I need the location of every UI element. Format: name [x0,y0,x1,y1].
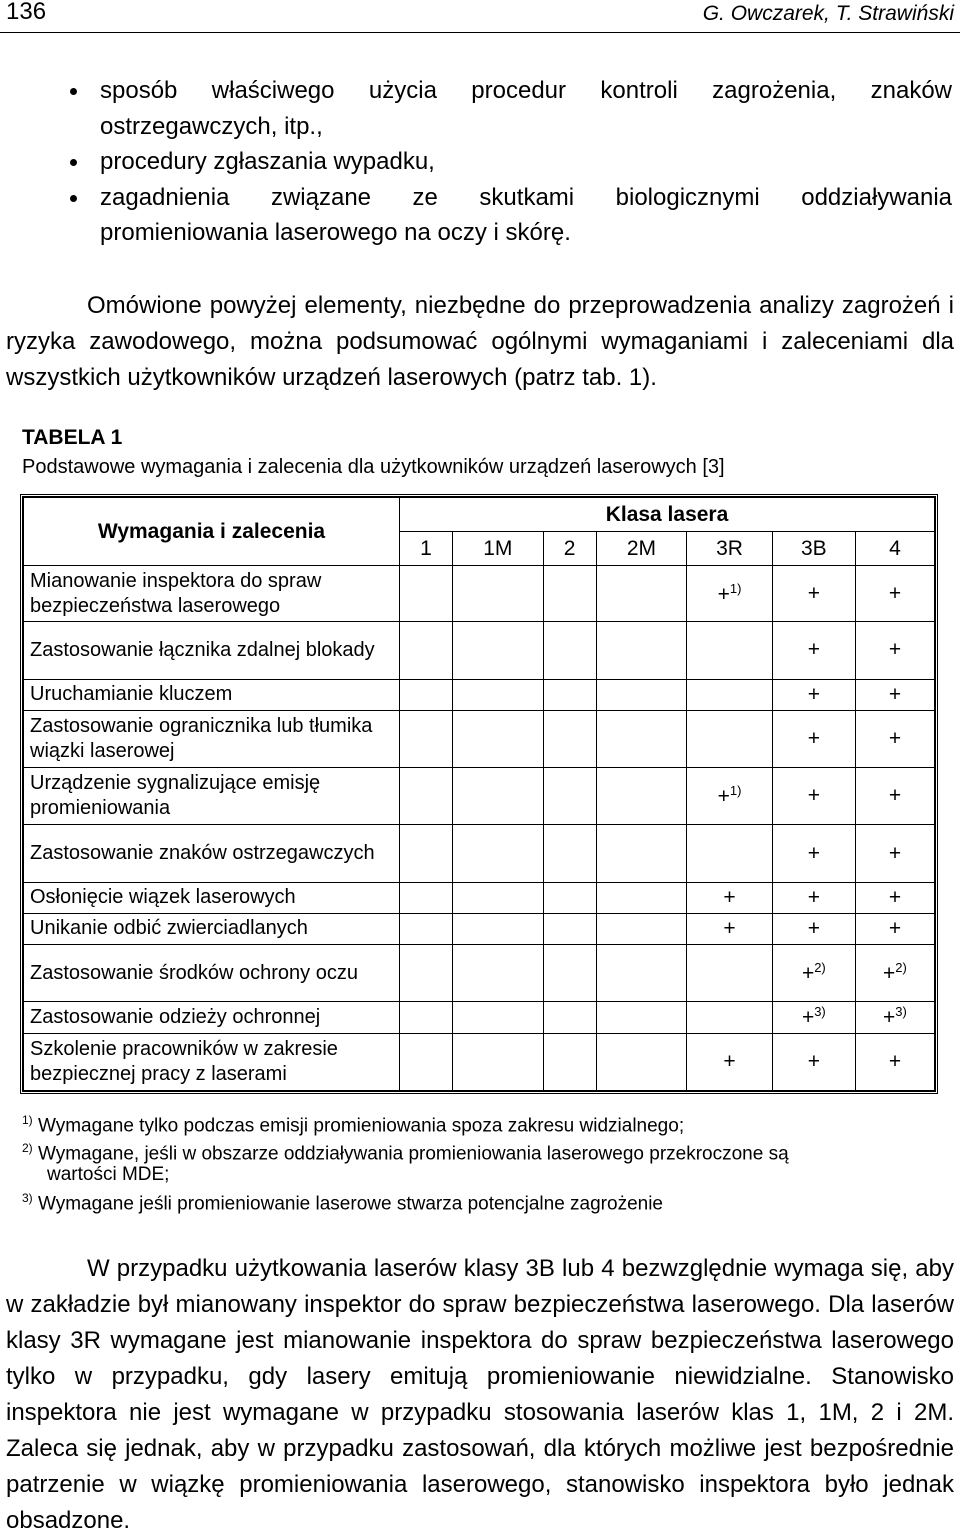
footnote-text: Wymagane, jeśli w obszarze oddziaływania promieniowania laserowego przekroczone są [37,1143,789,1165]
class-cell [543,679,596,710]
requirement-mark: + [888,682,902,706]
class-cell [400,710,453,767]
class-cell [400,825,453,882]
requirement-cell: Osłonięcie wiązek laserowych [24,882,400,913]
table-row [24,566,935,622]
footnote-text: wartości MDE; [47,1164,170,1185]
class-cell [543,1002,596,1033]
class-cell [772,945,855,1002]
table-row [24,768,935,825]
class-cell [687,566,773,622]
requirement-cell: Zastosowanie znaków ostrzegawczych [24,825,400,882]
requirement-mark: + [807,581,820,605]
footnote-ref: 1) [729,783,742,799]
requirement-mark: + [807,682,820,706]
class-cell [687,768,773,825]
requirement-cell: Zastosowanie łącznika zdalnej blokady [24,622,400,679]
class-cell [596,566,687,622]
class-cell [543,882,596,913]
requirement-mark: + [807,638,820,662]
requirement-mark: + [801,962,815,986]
class-cell [772,622,855,679]
table-row [24,913,935,944]
requirement-mark: + [807,841,820,865]
class-cell [855,1002,934,1033]
requirement-mark: + [801,1006,815,1030]
requirement-mark: + [888,916,902,940]
requirement-mark: + [723,885,736,909]
class-header: 3R [687,532,773,566]
class-cell [400,679,453,710]
class-cell [453,1002,544,1033]
requirement-mark: + [888,1049,902,1073]
class-cell [596,710,687,767]
requirement-cell: Zastosowanie ogranicznika lub tłumika wiązki laserowej [24,710,400,767]
class-cell [543,622,596,679]
requirement-mark: + [807,726,820,750]
table-row [24,825,935,882]
footnote-text: Wymagane jeśli promieniowanie laserowe stwarza potencjalne zagrożenie [37,1193,663,1215]
requirement-mark: + [888,784,902,808]
class-cell [772,882,855,913]
class-cell [772,710,855,767]
class-header: 1 [400,532,453,566]
footnote-ref: 3) [814,1004,826,1020]
class-cell [772,1033,855,1090]
table-row [24,1033,935,1090]
class-header: 2 [543,532,596,566]
class-cell [596,913,687,944]
class-cell [400,882,453,913]
requirement-cell: Mianowanie inspektora do spraw bezpieczeństwa laserowego [24,566,400,622]
class-header: 2M [596,532,687,566]
class-cell [596,945,687,1002]
class-cell [596,679,687,710]
class-cell [453,566,544,622]
footnote-mark: 1) [22,1113,33,1127]
class-cell [543,768,596,825]
requirement-mark: + [888,885,902,909]
class-cell [855,945,934,1002]
requirement-mark: + [723,1049,736,1073]
class-cell [855,1033,934,1090]
footnote-mark: 2) [22,1141,33,1155]
requirement-mark: + [807,1049,820,1073]
class-cell [596,768,687,825]
class-cell [453,825,544,882]
requirement-mark: + [807,885,820,909]
bullet-icon [70,159,77,166]
class-cell [400,945,453,1002]
class-cell [772,768,855,825]
class-cell [687,825,773,882]
class-cell [687,622,773,679]
class-cell [543,710,596,767]
class-cell [687,1033,773,1090]
class-cell [400,1033,453,1090]
footnote-mark: 3) [22,1191,33,1205]
class-cell [596,1002,687,1033]
requirement-cell: Szkolenie pracowników w zakresie bezpiecznej pracy z laserami [24,1033,400,1090]
bullet-icon [70,88,77,95]
list-item: zagadnienia związane ze skutkami biologicznymi oddziaływania promieniowania laserowego na oczy i skórę. [0,180,960,251]
requirement-mark: + [723,916,736,940]
bullet-icon [70,195,77,202]
footnote [22,1162,169,1187]
requirement-cell: Unikanie odbić zwierciadlanych [24,913,400,944]
class-cell [543,945,596,1002]
requirement-cell: Urządzenie sygnalizujące emisję promieniowania [24,768,400,825]
class-cell [543,1033,596,1090]
requirement-mark: + [888,581,902,605]
class-cell [687,1002,773,1033]
requirement-mark: + [888,841,902,865]
class-cell [453,679,544,710]
header-requirements: Wymagania i zalecenia [24,498,400,566]
class-cell [855,566,934,622]
requirement-mark: + [807,916,820,940]
list-item: procedury zgłaszania wypadku, [0,144,960,180]
class-cell [453,945,544,1002]
class-cell [596,1033,687,1090]
class-cell [855,622,934,679]
table-label: TABELA 1 [22,426,123,449]
class-cell [687,913,773,944]
class-cell [543,825,596,882]
class-cell [596,622,687,679]
class-header: 1M [453,532,544,566]
class-cell [855,913,934,944]
class-cell [453,1033,544,1090]
requirements-table [20,494,938,1094]
class-cell [400,566,453,622]
class-cell [855,882,934,913]
list-item: sposób właściwego użycia procedur kontroli zagrożenia, znaków ostrzegawczych, itp., [0,73,960,144]
footnote [22,1108,684,1138]
requirement-cell: Zastosowanie środków ochrony oczu [24,945,400,1002]
bullet-list [0,73,960,251]
requirement-mark: + [717,582,730,606]
class-cell [772,679,855,710]
running-authors: G. Owczarek, T. Strawiński [702,2,954,25]
class-cell [543,566,596,622]
footnote-ref: 3) [895,1004,907,1020]
class-cell [453,710,544,767]
footnote-ref: 2) [895,960,907,976]
class-cell [772,825,855,882]
table-row [24,882,935,913]
class-cell [855,679,934,710]
class-cell [400,622,453,679]
footnote-text: Wymagane tylko podczas emisji promieniowania spoza zakresu widzialnego; [37,1115,685,1137]
class-cell [543,913,596,944]
class-cell [687,710,773,767]
table-row [24,679,935,710]
table-row [24,945,935,1002]
class-cell [687,945,773,1002]
class-cell [453,913,544,944]
footnote-ref: 2) [814,960,826,976]
class-cell [687,679,773,710]
class-cell [596,882,687,913]
class-header: 4 [855,532,934,566]
paragraph-conclusion: W przypadku użytkowania laserów klasy 3B lub 4 bezwzględnie wymaga się, aby w zakładzie był mianowany inspektor do spraw bezpieczeństwa laserowego. Dla laserów klasy 3R wymagane jest mianowanie inspektora do spraw bezpieczeństwa laserowego tylko w przypadku, gdy lasery emitują promieniowanie niewidzialne. Stanowisko inspektora nie jest wymagane w przypadku stosowania laserów klas 1, 1M, 2 i 2M. Zaleca się jednak, aby w przypadku zastosowań, dla których możliwe jest bezpośrednie patrzenie w wiązkę promieniowania laserowego, stanowisko inspektora było jednak obsadzone. [6,1255,954,1534]
table-row [24,622,935,679]
class-cell [453,622,544,679]
requirement-cell: Zastosowanie odzieży ochronnej [24,1002,400,1033]
footnote-ref: 1) [729,580,742,596]
class-header: 3B [772,532,855,566]
class-cell [596,825,687,882]
requirement-mark: + [807,784,820,808]
class-cell [772,1002,855,1033]
requirement-cell: Uruchamianie kluczem [24,679,400,710]
class-cell [400,913,453,944]
requirement-mark: + [883,962,896,986]
class-cell [453,768,544,825]
requirement-mark: + [717,785,730,809]
class-cell [772,566,855,622]
class-cell [453,882,544,913]
paragraph-intro: Omówione powyżej elementy, niezbędne do przeprowadzenia analizy zagrożeń i ryzyka zawodowego, można podsumować ogólnymi wymaganiami i zaleceniami dla wszystkich użytkowników urządzeń laserowych (patrz tab. 1). [6,292,954,391]
requirement-mark: + [888,638,902,662]
header-laser-class: Klasa lasera [400,498,935,532]
table-row [24,1002,935,1033]
requirement-mark: + [888,726,902,750]
class-cell [855,825,934,882]
footnote [22,1186,663,1216]
class-cell [400,1002,453,1033]
class-cell [772,913,855,944]
table-caption: Podstawowe wymagania i zalecenia dla użytkowników urządzeń laserowych [3] [22,456,725,478]
table-row [24,710,935,767]
class-cell [855,710,934,767]
class-cell [400,768,453,825]
page-number: 136 [6,0,47,25]
class-cell [687,882,773,913]
class-cell [855,768,934,825]
page-header [0,0,960,33]
requirement-mark: + [883,1006,896,1030]
